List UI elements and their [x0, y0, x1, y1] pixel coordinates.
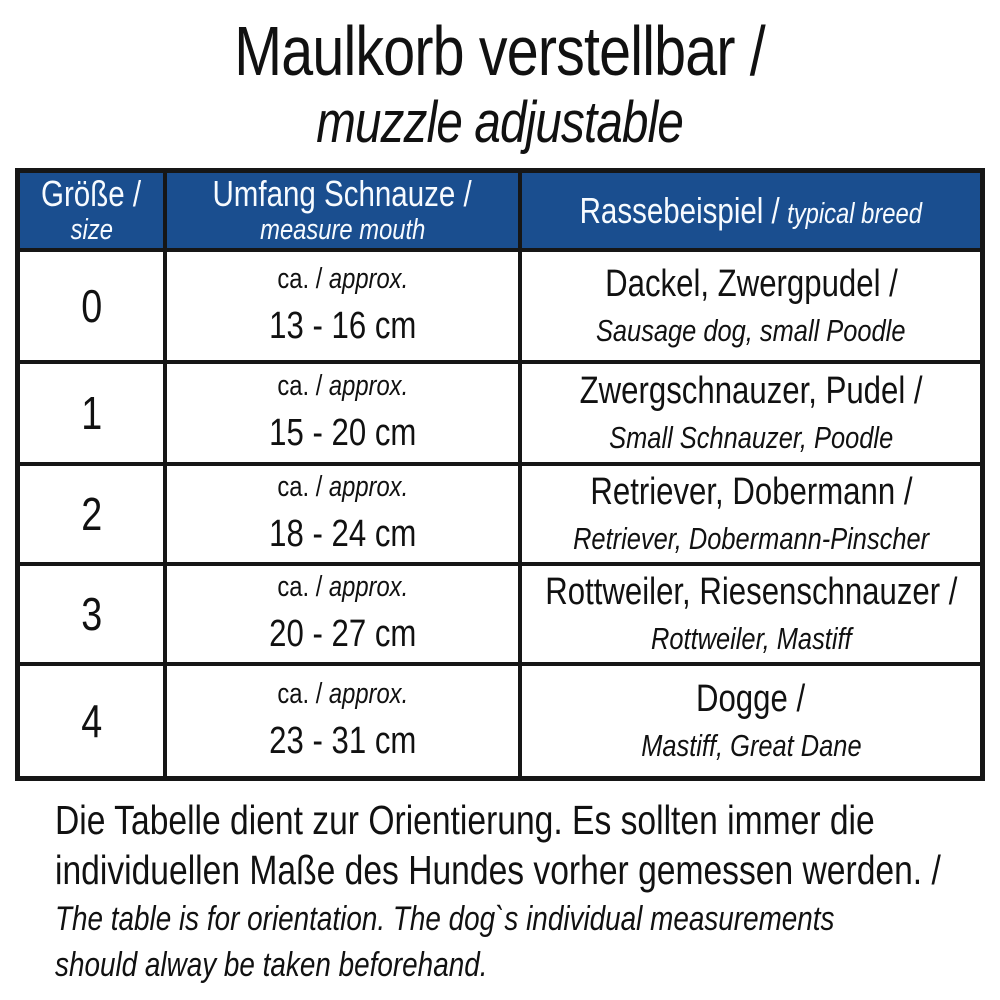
size-value: 2 — [81, 487, 102, 540]
header-size-cell — [20, 173, 163, 248]
table-row — [20, 462, 980, 562]
disclaimer-english-line2: should alway be taken beforehand. — [55, 945, 488, 984]
header-breed-cell — [518, 173, 980, 248]
breed-german: Zwergschnauzer, Pudel / — [579, 369, 923, 412]
breed-english: Mastiff, Great Dane — [640, 728, 862, 764]
measure-range: 18 - 24 cm — [268, 512, 417, 555]
size-cell — [20, 252, 163, 360]
table-row — [20, 248, 980, 360]
measure-cell — [163, 466, 518, 562]
title-german: Maulkorb verstellbar / — [234, 12, 766, 90]
breed-cell — [518, 666, 980, 776]
disclaimer-german-line2: individuellen Maße des Hundes vorher gemessen werden. / — [55, 846, 941, 893]
approx-label-german: ca. / — [277, 678, 323, 711]
header-breed-english: typical breed — [787, 197, 923, 230]
table-row — [20, 360, 980, 462]
size-value: 4 — [81, 694, 102, 747]
approx-label-english: approx. — [328, 370, 408, 403]
size-cell — [20, 364, 163, 462]
header-measure-german: Umfang Schnauze / — [212, 173, 473, 214]
breed-english: Rottweiler, Mastiff — [650, 621, 852, 657]
breed-cell — [518, 252, 980, 360]
header-measure-english: measure mouth — [259, 214, 426, 247]
header-size-german: Größe / — [41, 173, 142, 214]
approx-label-english: approx. — [328, 678, 408, 711]
measure-range: 23 - 31 cm — [268, 719, 417, 762]
size-cell — [20, 466, 163, 562]
breed-german: Dackel, Zwergpudel / — [604, 262, 898, 305]
breed-cell — [518, 364, 980, 462]
measure-range: 15 - 20 cm — [268, 411, 417, 454]
breed-english: Retriever, Dobermann-Pinscher — [572, 521, 930, 557]
breed-english: Sausage dog, small Poodle — [596, 313, 906, 349]
breed-cell — [518, 566, 980, 662]
size-value: 1 — [81, 386, 102, 439]
header-measure-cell — [163, 173, 518, 248]
table-row — [20, 662, 980, 776]
measure-cell — [163, 566, 518, 662]
breed-english: Small Schnauzer, Poodle — [608, 420, 894, 456]
measure-cell — [163, 364, 518, 462]
breed-cell — [518, 466, 980, 562]
measure-cell — [163, 252, 518, 360]
size-value: 3 — [81, 587, 102, 640]
header-size-english: size — [70, 214, 113, 247]
measure-cell — [163, 666, 518, 776]
size-cell — [20, 666, 163, 776]
disclaimer-english-line1: The table is for orientation. The dog`s individual measurements — [55, 899, 835, 938]
size-value: 0 — [81, 279, 102, 332]
disclaimer-note — [55, 795, 970, 987]
approx-label-english: approx. — [328, 571, 408, 604]
approx-label-german: ca. / — [277, 370, 323, 403]
table-row — [20, 562, 980, 662]
breed-german: Dogge / — [696, 677, 806, 720]
approx-label-english: approx. — [328, 263, 408, 296]
disclaimer-german-line1: Die Tabelle dient zur Orientierung. Es sollten immer die — [55, 796, 875, 843]
table-header-row — [20, 173, 980, 248]
approx-label-german: ca. / — [277, 263, 323, 296]
size-cell — [20, 566, 163, 662]
approx-label-german: ca. / — [277, 471, 323, 504]
measure-range: 13 - 16 cm — [268, 304, 417, 347]
approx-label-german: ca. / — [277, 571, 323, 604]
size-table — [15, 168, 985, 781]
breed-german: Rottweiler, Riesenschnauzer / — [544, 570, 958, 613]
title-english: muzzle adjustable — [316, 90, 684, 155]
breed-german: Retriever, Dobermann / — [589, 470, 913, 513]
header-breed-german: Rassebeispiel / — [579, 189, 780, 231]
measure-range: 20 - 27 cm — [268, 612, 417, 655]
approx-label-english: approx. — [328, 471, 408, 504]
page-title — [0, 0, 1000, 155]
